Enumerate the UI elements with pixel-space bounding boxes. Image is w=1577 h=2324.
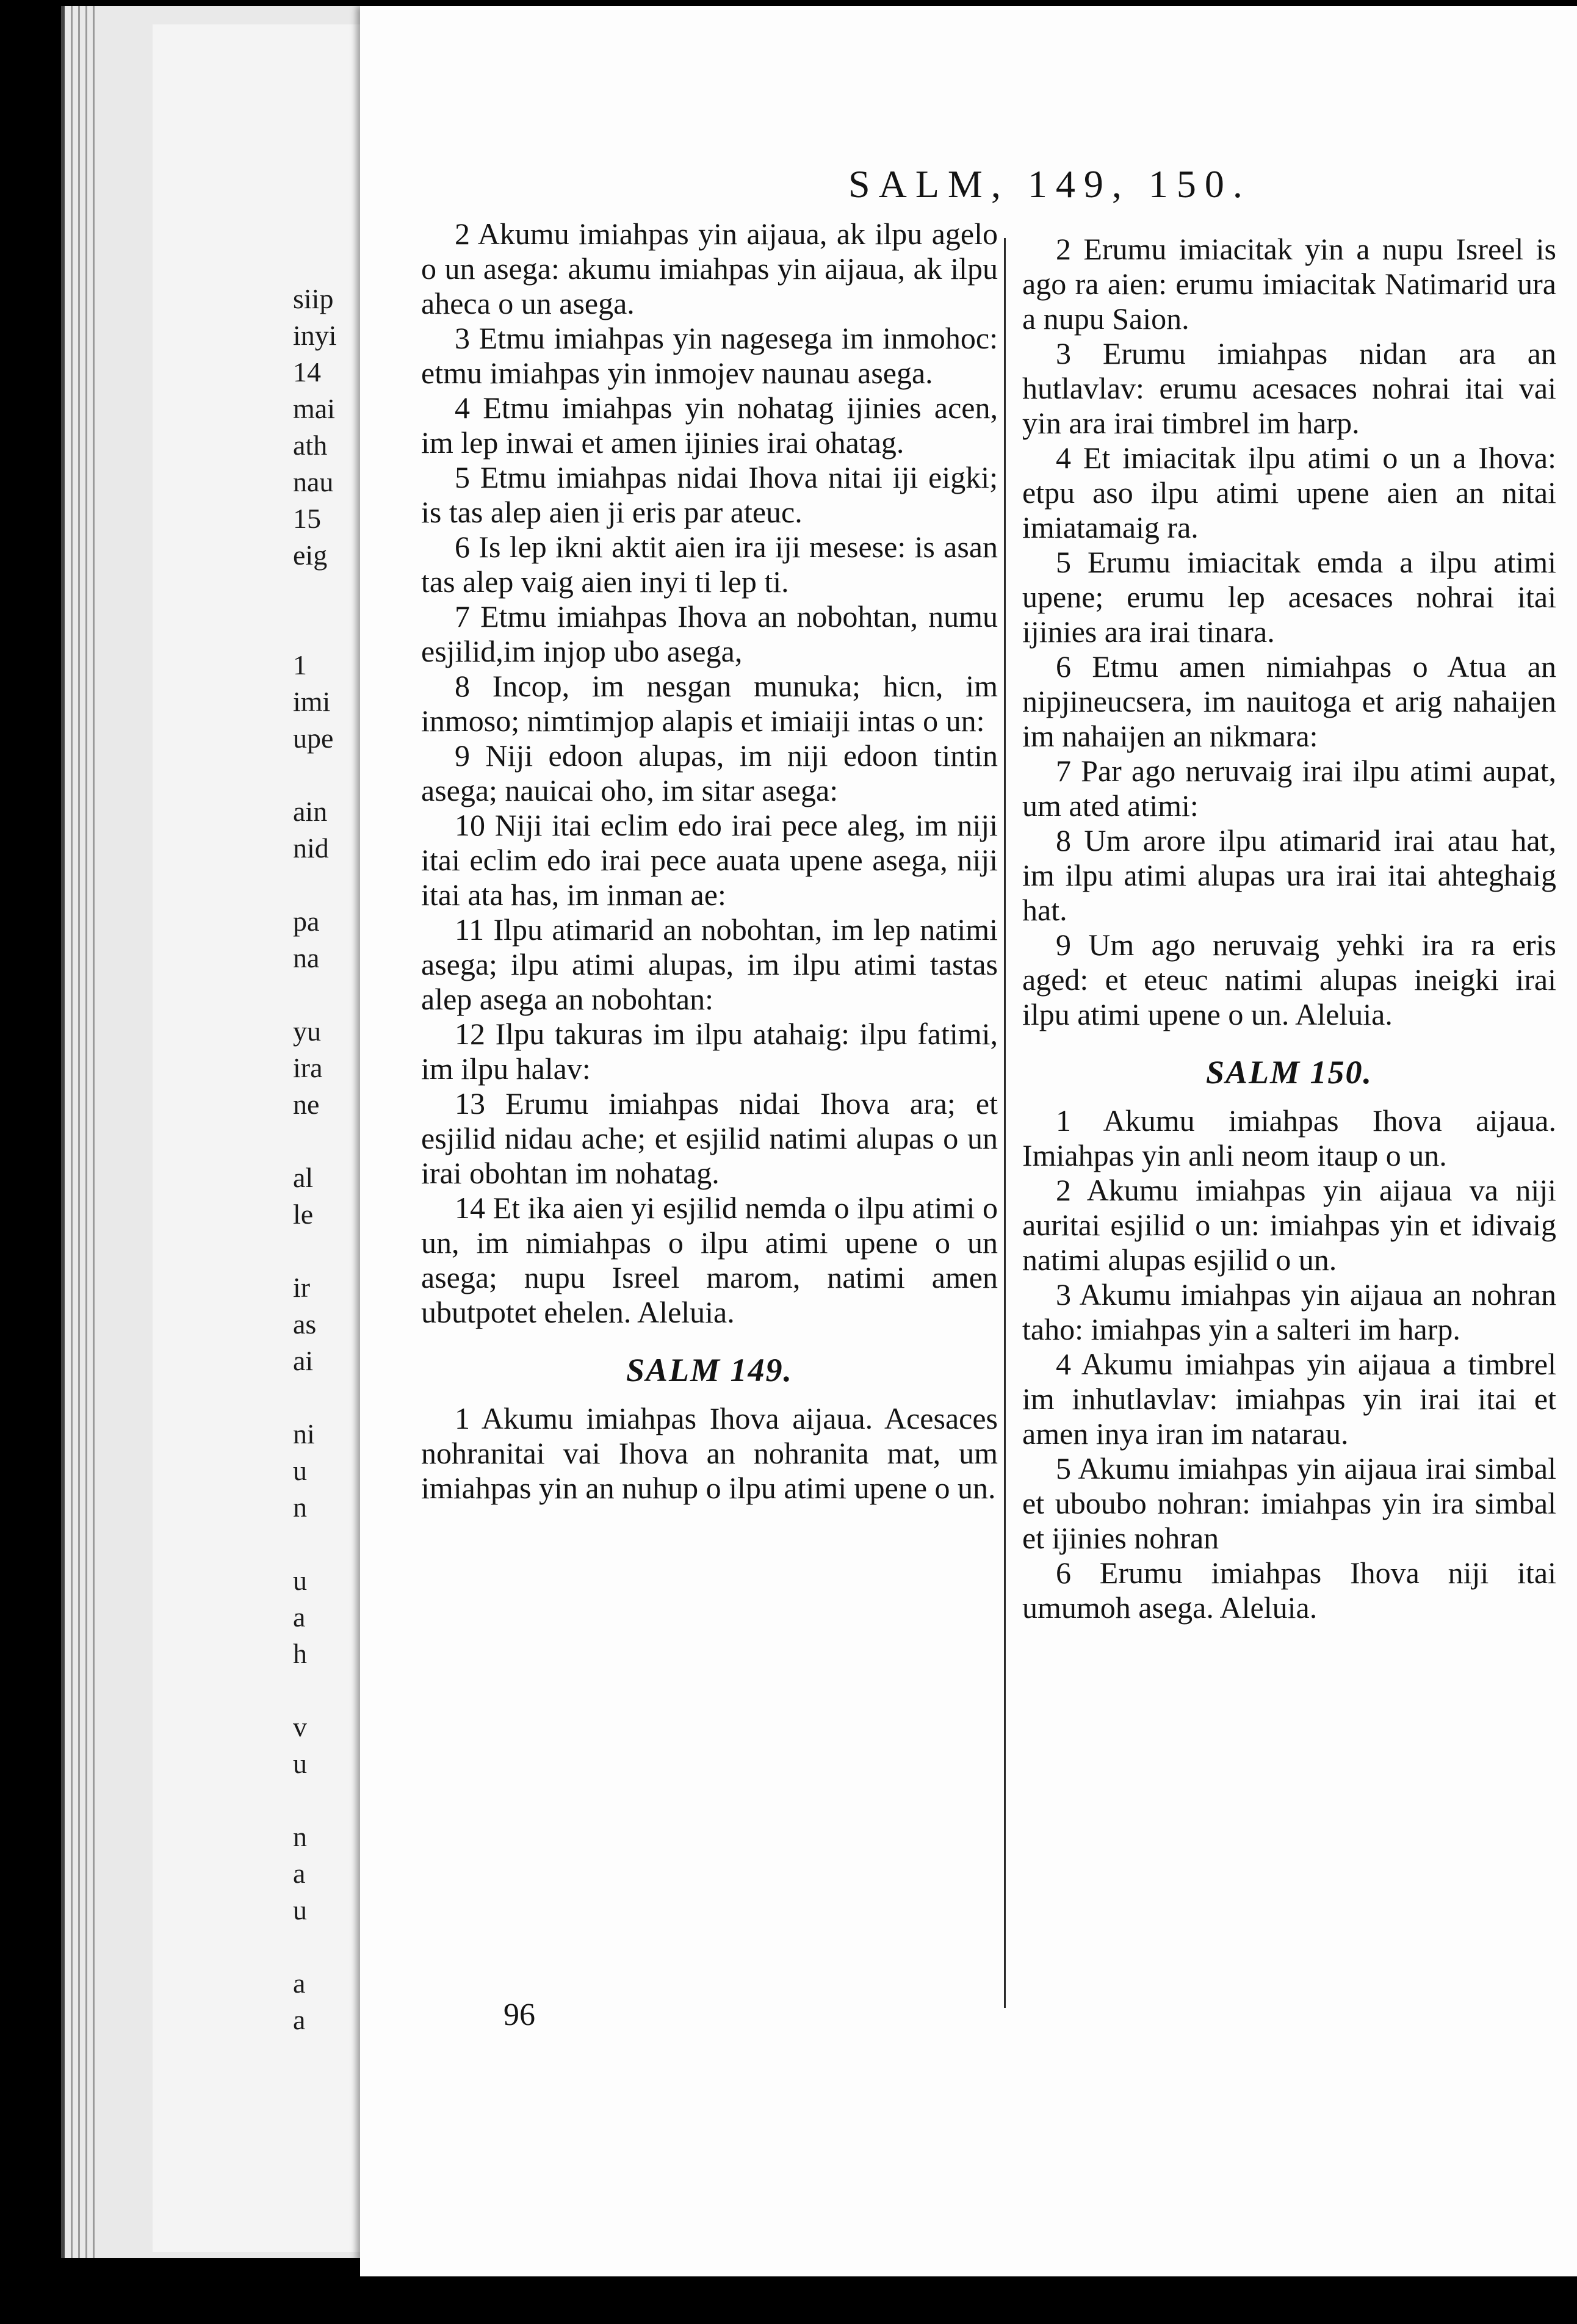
page-fragment: 15 (293, 503, 321, 534)
page-fragment: yu (293, 1016, 321, 1047)
page-edge (85, 6, 87, 2258)
page-fragment: le (293, 1199, 314, 1230)
page-fragment: ira (293, 1052, 323, 1083)
verse: 2 Erumu imiacitak yin a nupu Isreel is ago ra aien: erumu imiacitak Natimarid ura a nupu Saion. (1022, 232, 1556, 336)
page-fragment: mai (293, 393, 335, 424)
verse: 10 Niji itai eclim edo irai pece aleg, im niji itai eclim edo irai pece auata upene asega, niji itai ata has, im inman ae: (421, 808, 998, 912)
page-edge (71, 6, 73, 2258)
column-rule (1004, 238, 1006, 2008)
page-fragment: ne (293, 1089, 320, 1120)
page-fragment: ai (293, 1345, 314, 1376)
page-fragment: upe (293, 723, 334, 754)
verse: 4 Etmu imiahpas yin nohatag ijinies acen, im lep inwai et amen ijinies irai ohatag. (421, 391, 998, 460)
verse: 12 Ilpu takuras im ilpu atahaig: ilpu fatimi, im ilpu halav: (421, 1017, 998, 1086)
verse: 9 Um ago neruvaig yehki ira ra eris aged: et eteuc natimi alupas ineigki irai ilpu atimi upene o un. Aleluia. (1022, 928, 1556, 1031)
verse: 8 Um arore ilpu atimarid irai atau hat, im ilpu atimi alupas ura irai itai ahteghaig hat. (1022, 823, 1556, 927)
page-fragment: pa (293, 906, 320, 937)
page-fragment: ath (293, 430, 328, 461)
page-fragment: ain (293, 796, 328, 827)
verse: 9 Niji edoon alupas, im niji edoon tintin asega; nauicai oho, im sitar asega: (421, 738, 998, 807)
verse: 4 Et imiacitak ilpu atimi o un a Ihova: etpu aso ilpu atimi upene aien an nitai imiatamaig ra. (1022, 441, 1556, 544)
verse: 5 Erumu imiacitak emda a ilpu atimi upene; erumu lep acesaces nohrai itai ijinies ara irai tinara. (1022, 545, 1556, 649)
page-fragment: siip (293, 283, 334, 314)
page-fragment: ir (293, 1272, 311, 1303)
page-fragment: a (293, 1601, 306, 1633)
page-fragment: a (293, 2004, 306, 2035)
previous-page (153, 24, 378, 2252)
page-fragment: n (293, 1821, 307, 1852)
page-fragment: ni (293, 1418, 315, 1449)
verse: 8 Incop, im nesgan munuka; hicn, im inmoso; nimtimjop alapis et imiaiji intas o un: (421, 669, 998, 738)
verse: 11 Ilpu atimarid an nobohtan, im lep natimi asega; ilpu atimi alupas, im ilpu atimi tastas alep asega an nobohtan: (421, 912, 998, 1016)
verse: 14 Et ika aien yi esjilid nemda o ilpu atimi o un, im nimiahpas o ilpu atimi upene o un asega; nupu Isreel marom, natimi amen ubutpotet ehelen. Aleluia. (421, 1191, 998, 1329)
page-fragment: 1 (293, 649, 307, 680)
page-number: 96 (503, 1997, 535, 2032)
verse: 5 Etmu imiahpas nidai Ihova nitai iji eigki; is tas alep aien ji eris par ateuc. (421, 460, 998, 529)
page-fragment: u (293, 1748, 307, 1779)
page-fragment: imi (293, 686, 331, 717)
verse: 3 Akumu imiahpas yin aijaua an nohran taho: imiahpas yin a salteri im harp. (1022, 1277, 1556, 1346)
running-head: SALM, 149, 150. (848, 162, 1251, 206)
verse: 4 Akumu imiahpas yin aijaua a timbrel im inhutlavlav: imiahpas yin irai itai et amen inya iran im natarau. (1022, 1347, 1556, 1451)
page-fragment: v (293, 1711, 307, 1742)
verse: 3 Etmu imiahpas yin nagesega im inmohoc: etmu imiahpas yin inmojev naunau asega. (421, 321, 998, 390)
page-fragment: h (293, 1638, 307, 1669)
right-column (1022, 232, 1556, 1625)
page-edge (78, 6, 80, 2258)
verse: 1 Akumu imiahpas Ihova aijaua. Imiahpas yin anli neom itaup o un. (1022, 1103, 1556, 1172)
page-fragment: u (293, 1565, 307, 1596)
verse: 7 Par ago neruvaig irai ilpu atimi aupat, um ated atimi: (1022, 754, 1556, 823)
page-fragment: as (293, 1308, 317, 1340)
verse: 6 Etmu amen nimiahpas o Atua an nipjineucsera, im nauitoga et arig nahaijen im nahaijen an nikmara: (1022, 649, 1556, 753)
page-fragment: inyi (293, 320, 337, 351)
left-column (421, 217, 998, 1506)
page-fragment: eig (293, 540, 328, 571)
verse: 13 Erumu imiahpas nidai Ihova ara; et esjilid nidau ache; et esjilid natimi alupas o un irai obohtan im nohatag. (421, 1086, 998, 1190)
verse: 2 Akumu imiahpas yin aijaua, ak ilpu agelo o un asega: akumu imiahpas yin aijaua, ak ilpu aheca o un asega. (421, 217, 998, 320)
psalm-heading: SALM 149. (626, 1352, 793, 1388)
verse: 5 Akumu imiahpas yin aijaua irai simbal et uboubo nohran: imiahpas yin ira simbal et ijinies nohran (1022, 1451, 1556, 1555)
psalm-heading: SALM 150. (1205, 1054, 1373, 1091)
verse: 6 Erumu imiahpas Ihova niji itai umumoh asega. Aleluia. (1022, 1556, 1556, 1625)
page-fragment: nid (293, 832, 329, 864)
page-fragment: u (293, 1455, 307, 1486)
page-fragment: a (293, 1858, 306, 1889)
page-fragment: a (293, 1968, 306, 1999)
page-fragment: 14 (293, 356, 321, 388)
verse: 6 Is lep ikni aktit aien ira iji mesese: is asan tas alep vaig aien inyi ti lep ti. (421, 530, 998, 599)
verse: 2 Akumu imiahpas yin aijaua va niji auritai esjilid o un: imiahpas yin et idivaig natimi alupas esjilid o un. (1022, 1173, 1556, 1277)
page-edge (93, 6, 95, 2258)
book-page (360, 6, 1577, 2276)
page-fragment: u (293, 1894, 307, 1925)
verse: 3 Erumu imiahpas nidan ara an hutlavlav: erumu acesaces nohrai itai vai yin ara irai timbrel im harp. (1022, 336, 1556, 440)
verse: 7 Etmu imiahpas Ihova an nobohtan, numu esjilid,im injop ubo asega, (421, 599, 998, 668)
verse: 1 Akumu imiahpas Ihova aijaua. Acesaces nohranitai vai Ihova an nohranita mat, um imiahpas yin an nuhup o ilpu atimi upene o un. (421, 1401, 998, 1505)
page-fragment: al (293, 1162, 314, 1193)
page-fragment: n (293, 1492, 307, 1523)
page-fragment: nau (293, 466, 334, 497)
page-fragment: na (293, 942, 320, 973)
